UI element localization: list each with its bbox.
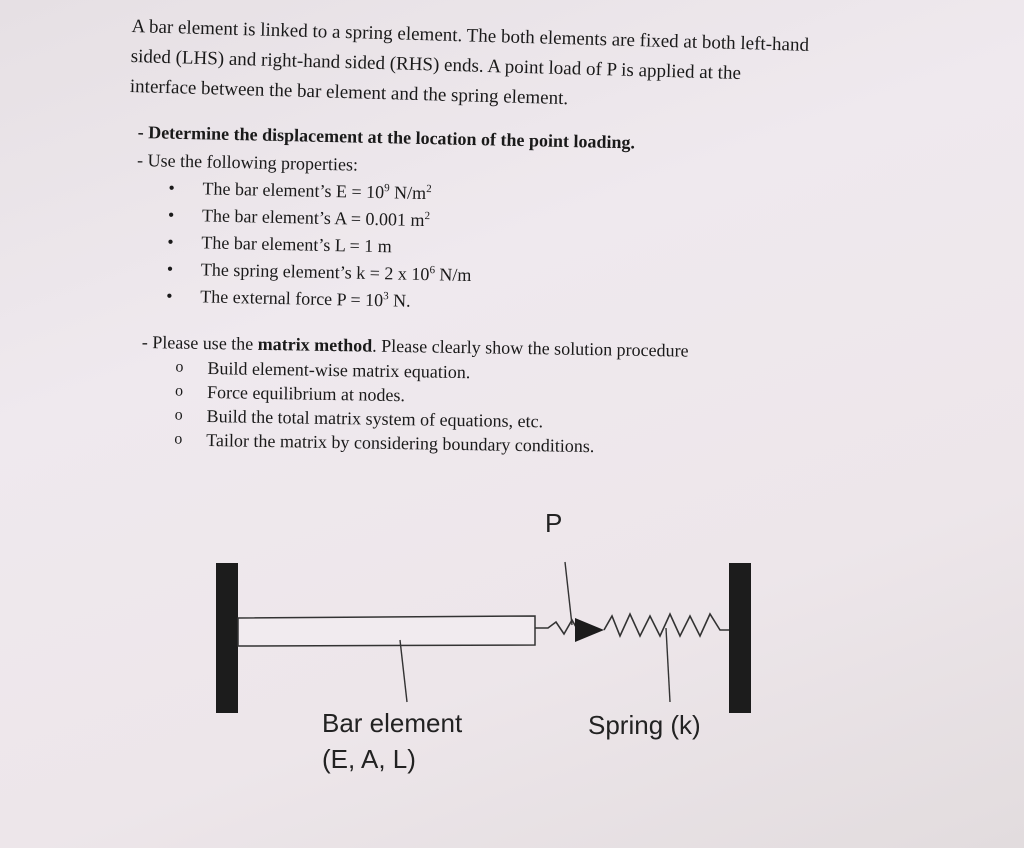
use-properties-heading: - Use the following properties: [136,149,359,175]
property-unit-exponent: 2 [426,183,432,196]
bullet-icon: • [168,177,176,198]
circle-bullet-icon: o [174,382,184,400]
method-lead: - Please use the [141,331,258,354]
bar-label-leader [400,640,407,702]
property-exponent: 3 [383,290,389,303]
load-line [565,562,572,625]
bullet-icon: • [167,204,175,225]
bullet-icon: • [166,258,174,279]
determine-text: - Determine the displacement at the location of the point loading. [137,121,636,153]
circle-bullet-icon: o [174,430,183,448]
load-label: P [545,508,563,538]
spring-label: Spring (k) [588,710,701,740]
circle-bullet-icon: o [175,358,184,376]
step-text: Force equilibrium at nodes. [206,382,406,406]
property-text: The bar element’s E = 10 [202,178,385,203]
intro-line-1: A bar element is linked to a spring element. The both elements are fixed at both left-hand [131,15,810,56]
property-text: The bar element’s A = 0.001 m [201,205,425,231]
method-bold: matrix method [257,333,373,356]
step-text: Build element-wise matrix equation. [207,358,471,383]
step-text: Tailor the matrix by considering boundary conditions. [206,430,595,457]
property-text: The spring element’s k = 2 x 10 [200,259,430,285]
circle-bullet-icon: o [174,406,183,424]
bullet-icon: • [167,231,174,252]
bar-element-shape [238,616,535,646]
bullet-icon: • [166,285,173,306]
property-text: The bar element’s L = 1 m [201,232,393,257]
method-rest: . Please clearly show the solution procedure [372,335,689,361]
intro-line-3: interface between the bar element and the spring element. [129,75,569,110]
property-unit: N/m [389,182,427,204]
right-wall-support [729,563,751,713]
property-exponent: 2 [424,210,431,223]
intro-line-2: sided (LHS) and right-hand sided (RHS) ends. A point load of P is applied at the [130,45,742,85]
load-arrow-head [575,618,604,642]
bar-properties-label: (E, A, L) [322,744,416,774]
left-wall-support [216,563,238,713]
property-text: The external force P = 10 [200,286,384,311]
spring-label-leader [666,628,670,702]
property-exponent: 6 [429,264,436,277]
step-text: Build the total matrix system of equations, etc. [206,406,544,432]
property-exponent: 9 [384,182,390,195]
property-unit: N. [388,290,411,311]
property-unit: N/m [434,264,472,286]
bar-element-label: Bar element [322,708,463,738]
